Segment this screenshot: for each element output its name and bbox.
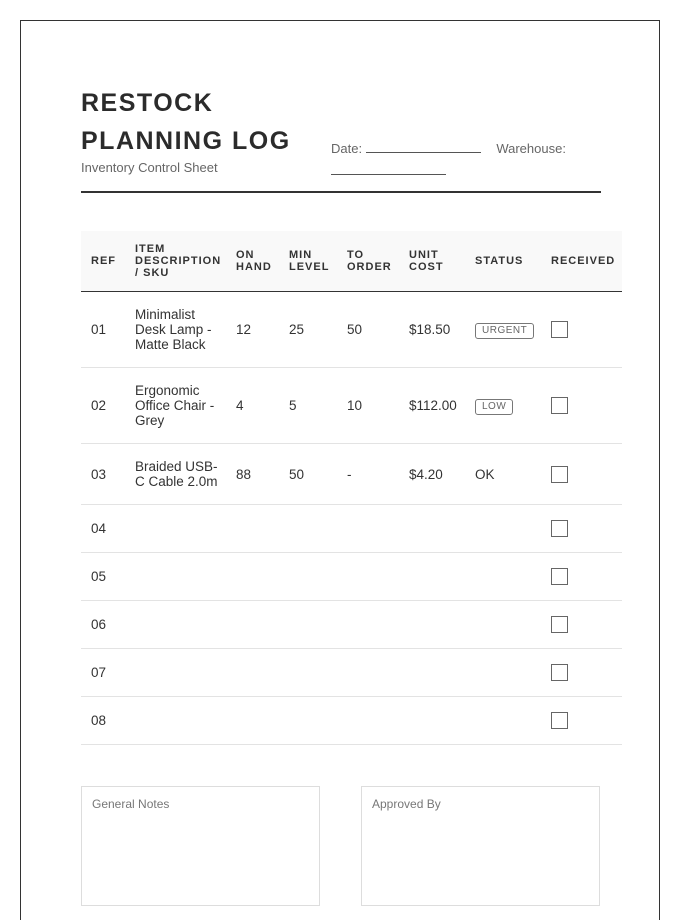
table-row [81, 505, 622, 553]
col-on-hand: ON HAND [226, 231, 279, 292]
ref-cell: 08 [81, 697, 125, 745]
to-order-cell: - [337, 444, 399, 505]
general-notes-label: General Notes [92, 797, 170, 811]
received-checkbox[interactable] [551, 520, 568, 537]
received-cell [541, 368, 622, 444]
to-order-cell: 10 [337, 368, 399, 444]
min-level-cell: 25 [279, 292, 337, 368]
item-cell[interactable] [125, 649, 226, 697]
table-row [81, 697, 622, 745]
table-row [81, 444, 622, 505]
to-order-cell[interactable] [337, 601, 399, 649]
page-title [81, 84, 321, 160]
item-cell[interactable] [125, 553, 226, 601]
item-cell: Minimalist Desk Lamp - Matte Black [125, 292, 226, 368]
table-row [81, 649, 622, 697]
to-order-cell: 50 [337, 292, 399, 368]
received-checkbox[interactable] [551, 466, 568, 483]
status-cell[interactable] [465, 505, 541, 553]
min-level-cell[interactable] [279, 697, 337, 745]
general-notes-box[interactable] [81, 786, 320, 906]
status-cell [465, 368, 541, 444]
status-cell [465, 292, 541, 368]
item-cell: Ergonomic Office Chair - Grey [125, 368, 226, 444]
on-hand-cell[interactable] [226, 505, 279, 553]
to-order-cell[interactable] [337, 697, 399, 745]
received-checkbox[interactable] [551, 568, 568, 585]
item-cell: Braided USB-C Cable 2.0m [125, 444, 226, 505]
col-to-order: TO ORDER [337, 231, 399, 292]
to-order-cell[interactable] [337, 505, 399, 553]
on-hand-cell[interactable] [226, 649, 279, 697]
unit-cost-cell: $112.00 [399, 368, 465, 444]
header-meta [331, 138, 581, 182]
to-order-cell[interactable] [337, 649, 399, 697]
warehouse-field[interactable] [331, 160, 446, 175]
col-unit-cost: UNIT COST [399, 231, 465, 292]
ref-cell: 03 [81, 444, 125, 505]
status-badge: URGENT [475, 323, 534, 339]
on-hand-cell[interactable] [226, 601, 279, 649]
approval-label: Approved By [372, 797, 441, 811]
on-hand-cell[interactable] [226, 553, 279, 601]
unit-cost-cell[interactable] [399, 553, 465, 601]
received-checkbox[interactable] [551, 712, 568, 729]
status-cell[interactable] [465, 601, 541, 649]
date-field[interactable] [366, 138, 481, 153]
status-cell[interactable] [465, 553, 541, 601]
unit-cost-cell[interactable] [399, 697, 465, 745]
to-order-cell[interactable] [337, 553, 399, 601]
table-row [81, 292, 622, 368]
document-page [20, 20, 660, 920]
status-badge: LOW [475, 399, 513, 415]
unit-cost-cell[interactable] [399, 505, 465, 553]
document-header [81, 81, 601, 193]
min-level-cell[interactable] [279, 649, 337, 697]
warehouse-label: Warehouse: [496, 141, 566, 156]
title-line-1: RESTOCK [81, 89, 214, 117]
col-min-level: MIN LEVEL [279, 231, 337, 292]
received-checkbox[interactable] [551, 321, 568, 338]
item-cell[interactable] [125, 505, 226, 553]
table-row [81, 553, 622, 601]
received-checkbox[interactable] [551, 664, 568, 681]
min-level-cell[interactable] [279, 553, 337, 601]
col-item: ITEM DESCRIPTION / SKU [125, 231, 226, 292]
received-cell [541, 553, 622, 601]
item-cell[interactable] [125, 601, 226, 649]
status-cell[interactable] [465, 649, 541, 697]
unit-cost-cell: $18.50 [399, 292, 465, 368]
table-row [81, 368, 622, 444]
status-cell: OK [465, 444, 541, 505]
on-hand-cell[interactable] [226, 697, 279, 745]
on-hand-cell: 4 [226, 368, 279, 444]
title-line-2: PLANNING LOG [81, 127, 291, 155]
col-ref: REF [81, 231, 125, 292]
subtitle: Inventory Control Sheet [81, 160, 218, 175]
ref-cell: 04 [81, 505, 125, 553]
received-checkbox[interactable] [551, 397, 568, 414]
min-level-cell[interactable] [279, 601, 337, 649]
received-cell [541, 697, 622, 745]
received-cell [541, 649, 622, 697]
min-level-cell: 50 [279, 444, 337, 505]
received-cell [541, 601, 622, 649]
min-level-cell: 5 [279, 368, 337, 444]
ref-cell: 01 [81, 292, 125, 368]
item-cell[interactable] [125, 697, 226, 745]
received-cell [541, 444, 622, 505]
col-received: RECEIVED [541, 231, 622, 292]
on-hand-cell: 88 [226, 444, 279, 505]
unit-cost-cell: $4.20 [399, 444, 465, 505]
ref-cell: 06 [81, 601, 125, 649]
unit-cost-cell[interactable] [399, 601, 465, 649]
received-checkbox[interactable] [551, 616, 568, 633]
on-hand-cell: 12 [226, 292, 279, 368]
col-status: STATUS [465, 231, 541, 292]
received-cell [541, 505, 622, 553]
date-label: Date: [331, 141, 363, 156]
table-row [81, 601, 622, 649]
ref-cell: 05 [81, 553, 125, 601]
unit-cost-cell[interactable] [399, 649, 465, 697]
ref-cell: 07 [81, 649, 125, 697]
min-level-cell[interactable] [279, 505, 337, 553]
approval-box[interactable] [361, 786, 600, 906]
restock-table [81, 231, 622, 745]
received-cell [541, 292, 622, 368]
ref-cell: 02 [81, 368, 125, 444]
table-header-row [81, 231, 622, 292]
status-cell[interactable] [465, 697, 541, 745]
